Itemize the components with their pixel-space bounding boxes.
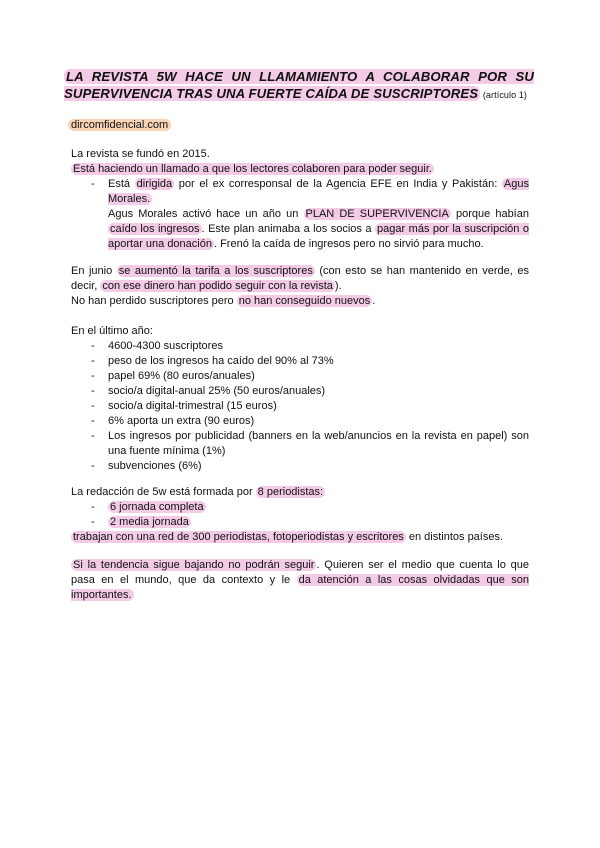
- title-subtitle: (artículo 1): [480, 90, 528, 100]
- title-text: LA REVISTA 5W HACE UN LLAMAMIENTO A COLABORAR POR SU SUPERVIVENCIA TRAS UNA FUERTE CAÍDA DE SUSCRIPTORES: [64, 69, 534, 101]
- intro-list: [91, 177, 529, 252]
- june-subscribers: No han perdido suscriptores pero no han conseguido nuevos .: [71, 295, 376, 307]
- list-item: Agus Morales activó hace un año un PLAN DE SUPERVIVENCIA porque habían caído los ingresos . Este plan animaba a los socios a pagar más por la suscripción o aportar una donación . Frenó la caída de ingresos pero no sirvió para mucho.: [108, 208, 530, 250]
- source-label: [68, 119, 171, 131]
- article-title: [64, 68, 534, 104]
- intro-block: [71, 147, 531, 177]
- list-item: - papel 69% (80 euros/anuales): [91, 369, 529, 384]
- list-item: - Los ingresos por publicidad (banners en la web/anuncios en la revista en papel) son una fuente mínima (1%): [91, 429, 529, 459]
- team-list: [91, 500, 529, 530]
- list-item: - peso de los ingresos ha caído del 90% al 73%: [91, 354, 529, 369]
- list-item: - socio/a digital-anual 25% (50 euros/anuales): [91, 384, 529, 399]
- source-text: dircomfidencial.com: [68, 119, 171, 131]
- closing-paragraph: Si la tendencia sigue bajando no podrán seguir . Quieren ser el medio que cuenta lo que pasa en el mundo, que da contexto y le da atención a las cosas olvidadas que son importantes.: [71, 559, 529, 601]
- list-item: - 6% aporta un extra (90 euros): [91, 414, 529, 429]
- team-heading: La redacción de 5w está formada por 8 periodistas:: [71, 486, 324, 498]
- june-paragraph: En junio se aumentó la tarifa a los suscriptores (con esto se han mantenido en verde, es decir, con ese dinero han podido seguir con la revista ).: [71, 265, 529, 292]
- list-item: - socio/a digital-trimestral (15 euros): [91, 399, 529, 414]
- list-item: - Está dirigida por el ex corresponsal de la Agencia EFE en India y Pakistán: Agus Morales.: [91, 177, 529, 207]
- intro-call: Está haciendo un llamado a que los lectores colaboren para poder seguir.: [73, 163, 432, 175]
- team-network: trabajan con una red de 300 periodistas, fotoperiodistas y escritores en distintos países.: [73, 531, 504, 543]
- intro-founded: La revista se fundó en 2015.: [71, 148, 210, 160]
- lastyear-heading: En el último año:: [71, 325, 153, 337]
- list-item: - 6 jornada completa: [91, 500, 529, 515]
- list-item: - subvenciones (6%): [91, 459, 529, 474]
- list-item: - 2 media jornada: [91, 515, 529, 530]
- june-block: [71, 264, 529, 309]
- lastyear-list: [91, 339, 529, 474]
- list-item: - 4600-4300 suscriptores: [91, 339, 529, 354]
